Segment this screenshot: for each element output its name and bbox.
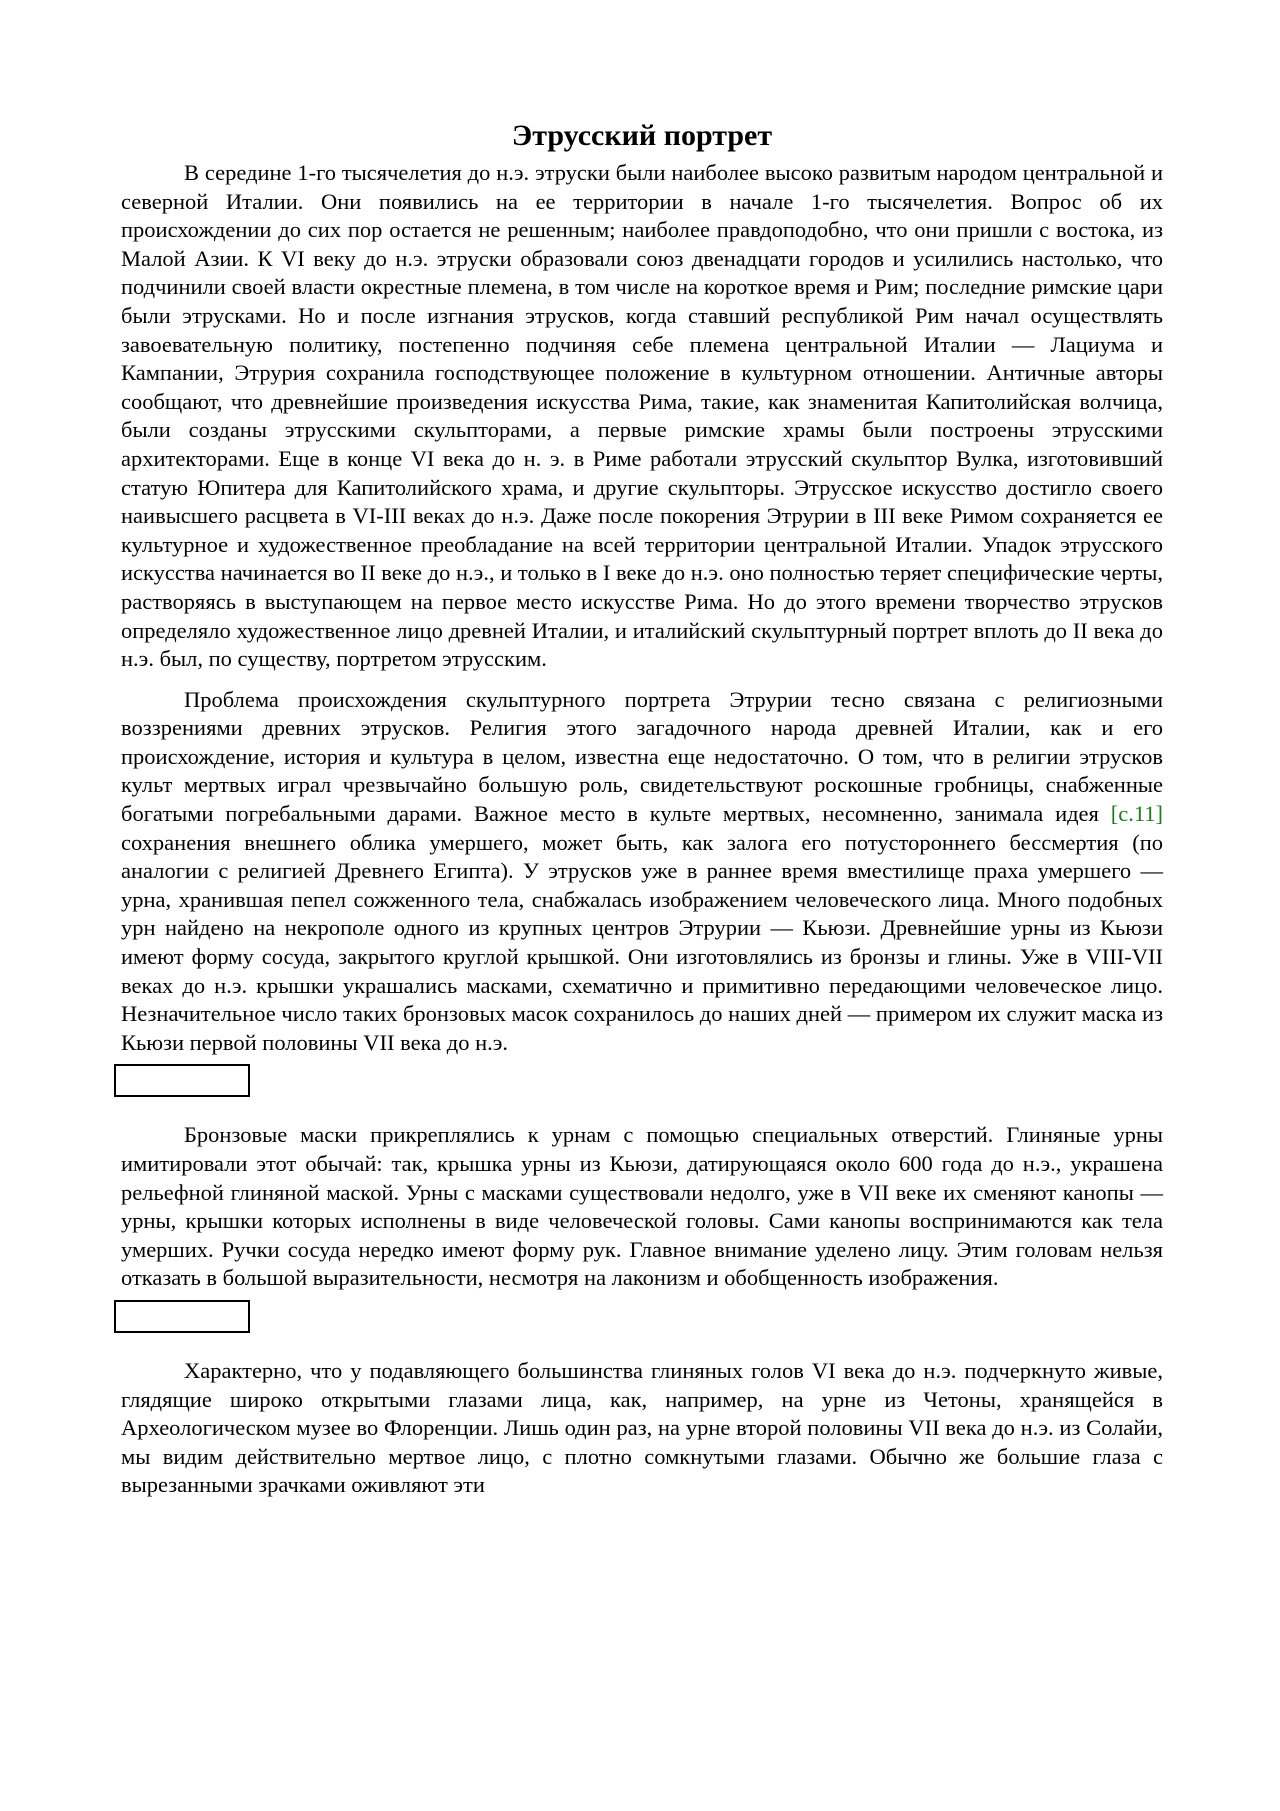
paragraph-4: Характерно, что у подавляющего большинства глиняных голов VI века до н.э. подчеркнуто живые, глядящие широко открытыми глазами лица, как, например, на урне из Четоны, хранящейся в Археологическом музее во Флоренции. Лишь один раз, на урне второй половины VII века до н.э. из Солайи, мы видим действительно мертвое лицо, с плотно сомкнутыми глазами. Обычно же большие глаза с вырезанными зрачками оживляют эти (121, 1357, 1163, 1498)
paragraph-1: В середине 1-го тысячелетия до н.э. этруски были наиболее высоко развитым народом центральной и северной Италии. Они появились на ее территории в начале 1-го тысячелетия. Вопрос об их происхождении до сих пор остается не решенным; наиболее правдоподобно, что они пришли с востока, из Малой Азии. К VI веку до н.э. этруски образовали союз двенадцати городов и усилились настолько, что подчинили своей власти окрестные племена, в том числе на короткое время и Рим; последние римские цари были этрусками. Но и после изгнания этрусков, когда ставший республикой Рим начал осуществлять завоевательную политику, постепенно подчиняя себе племена центральной Италии — Лациума и Кампании, Этрурия сохранила господствующее положение в культурном отношении. Античные авторы сообщают, что древнейшие произведения искусства Рима, такие, как знаменитая Капитолийская волчица, были созданы этрусскими скульпторами, а первые римские храмы были построены этрусскими архитекторами. Еще в конце VI века до н. э. в Риме работали этрусский скульптор Вулка, изготовивший статую Юпитера для Капитолийского храма, и другие скульпторы. Этрусское искусство достигло своего наивысшего расцвета в VI-III веках до н.э. Даже после покорения Этрурии в III веке Римом сохраняется ее культурное и художественное преобладание на всей территории центральной Италии. Упадок этрусского искусства начинается во II веке до н.э., и только в I веке до н.э. оно полностью теряет специфические черты, растворяясь в выступающем на первое место искусстве Рима. Но до этого времени творчество этрусков определяло художественное лицо древней Италии, и италийский скульптурный портрет вплоть до II века до н.э. был, по существу, портретом этрусским. (121, 160, 1163, 672)
paragraph-2 (121, 686, 1163, 1058)
paragraph-2-text-start: Проблема происхождения скульптурного портрета Этрурии тесно связана с религиозными воззрениями древних этрусков. Религия этого загадочного народа древней Италии, как и его происхождение, история и культура в целом, известна еще недостаточно. О том, что в религии этрусков культ мертвых играл чрезвычайно большую роль, свидетельствуют роскошные гробницы, снабженные богатыми погребальными дарами. Важное место в культе мертвых, несомненно, занимала идея (121, 686, 1163, 827)
image-placeholder-1 (114, 1064, 250, 1097)
document-page (121, 116, 1163, 1500)
paragraph-2-text-end: сохранения внешнего облика умершего, может быть, как залога его потустороннего бессмертия (по аналогии с религией Древнего Египта). У этрусков уже в раннее время вместилище праха умершего — урна, хранившая пепел сожженного тела, снабжалась изображением человеческого лица. Много подобных урн найдено на некрополе одного из крупных центров Этрурии — Кьюзи. Древнейшие урны из Кьюзи имеют форму сосуда, закрытого круглой крышкой. Они изготовлялись из бронзы и глины. Уже в VIII-VII веках до н.э. крышки украшались масками, схематично и примитивно передающими человеческое лицо. Незначительное число таких бронзовых масок сохранилось до наших дней — примером их служит маска из Кьюзи первой половины VII века до н.э. (121, 829, 1163, 1055)
page-reference-link[interactable]: [с.11] (1110, 801, 1164, 827)
paragraph-3: Бронзовые маски прикреплялись к урнам с помощью специальных отверстий. Глиняные урны имитировали этот обычай: так, крышка урны из Кьюзи, датирующаяся около 600 года до н.э., украшена рельефной глиняной маской. Урны с масками существовали недолго, уже в VII веке их сменяют канопы — урны, крышки которых исполнены в виде человеческой головы. Сами канопы воспринимаются как тела умерших. Ручки сосуда нередко имеют форму рук. Главное внимание уделено лицу. Этим головам нельзя отказать в большой выразительности, несмотря на лаконизм и обобщенность изображения. (121, 1122, 1163, 1291)
document-title: Этрусский портрет (511, 119, 773, 152)
image-placeholder-2 (114, 1300, 250, 1333)
